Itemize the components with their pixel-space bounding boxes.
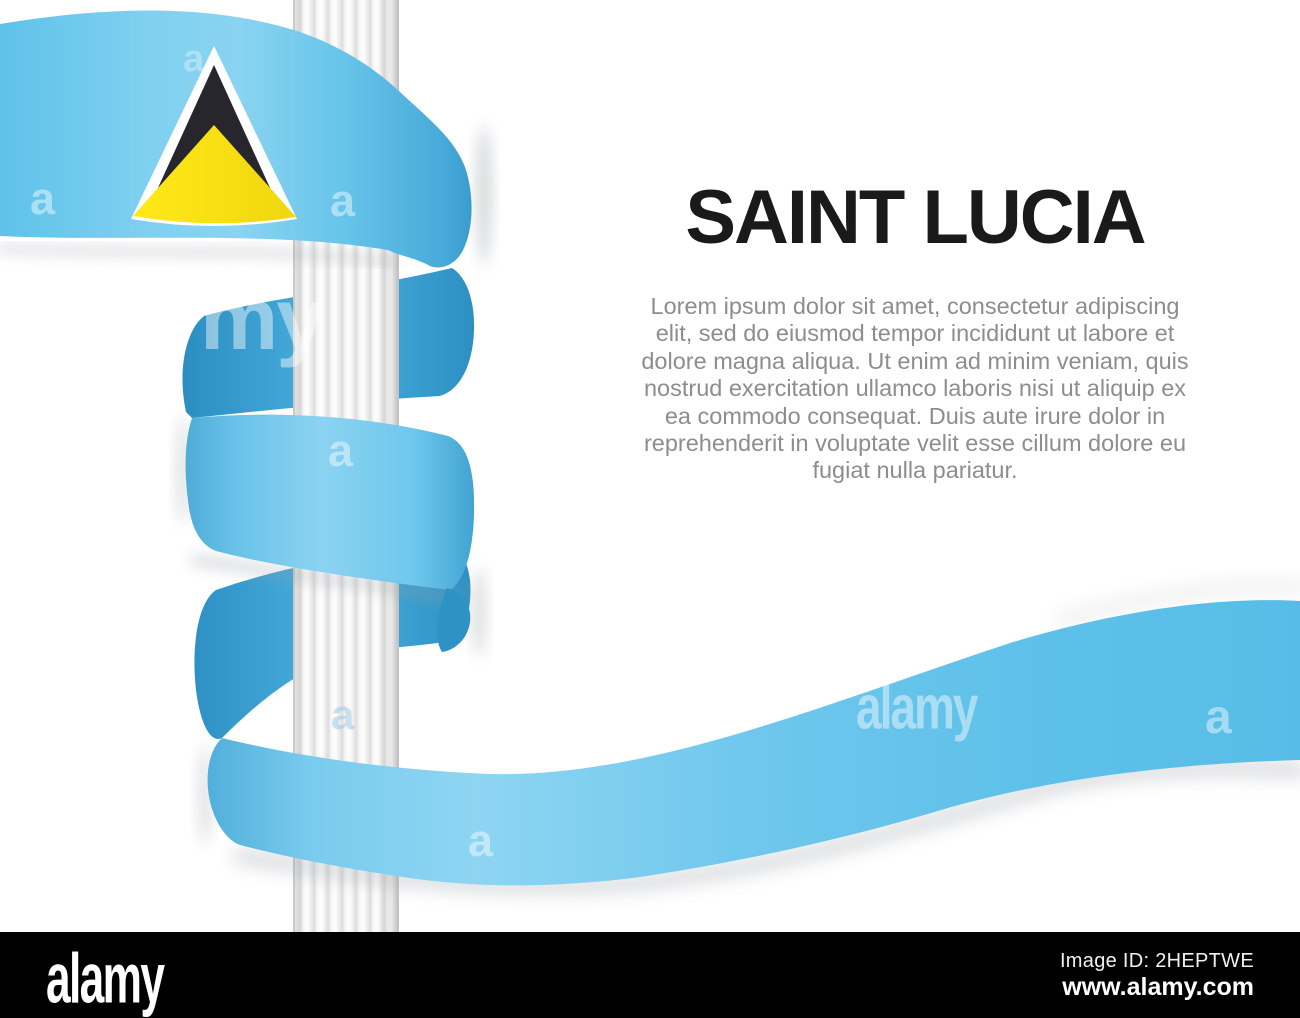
page-title: SAINT LUCIA bbox=[685, 175, 1145, 260]
watermark-letter: a bbox=[330, 175, 354, 226]
paragraph-line: elit, sed do eiusmod tempor incididunt ut labore et bbox=[655, 320, 1175, 347]
watermark-letter: a bbox=[1205, 691, 1230, 744]
paragraph-line: dolore magna aliqua. Ut enim ad minim veniam, quis bbox=[641, 347, 1189, 374]
alamy-website-text: www.alamy.com bbox=[1062, 973, 1254, 1001]
paragraph-line: fugiat nulla pariatur. bbox=[812, 457, 1018, 484]
paragraph-line: Lorem ipsum dolor sit amet, consectetur adipiscing bbox=[650, 293, 1180, 319]
watermark-letter: a bbox=[468, 815, 492, 866]
watermark-partial-brand: my bbox=[200, 269, 324, 368]
alamy-logo: alamy bbox=[46, 940, 164, 1018]
image-id-text: Image ID: 2HEPTWE bbox=[1059, 950, 1254, 972]
paragraph-line: nostrud exercitation ullamco laboris nisi ut aliquip ex bbox=[643, 375, 1187, 402]
paragraph-line: ea commodo consequat. Duis aute irure dolor in bbox=[664, 402, 1166, 429]
watermark-letter: a bbox=[331, 691, 353, 738]
paragraph-line: reprehenderit in voluptate velit esse cillum dolore eu bbox=[643, 430, 1187, 457]
watermark-brand: alamy bbox=[856, 671, 977, 743]
watermark-letter: a bbox=[328, 425, 352, 476]
watermark-letter: a bbox=[183, 38, 203, 80]
watermark-letter: a bbox=[30, 173, 54, 224]
placeholder-paragraph bbox=[605, 293, 1225, 485]
